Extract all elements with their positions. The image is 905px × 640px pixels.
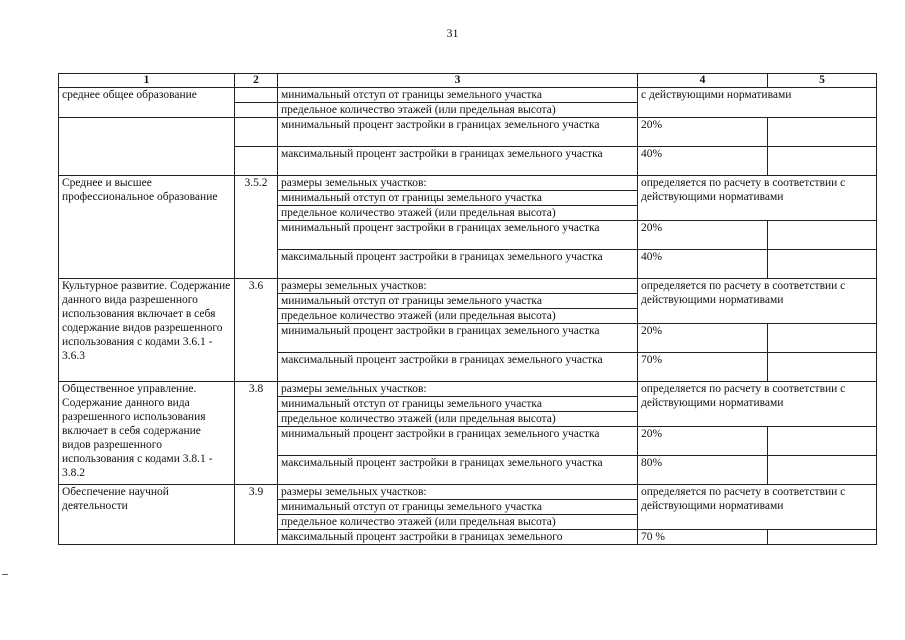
- parameter-cell: минимальный отступ от границы земельного участка: [278, 88, 638, 103]
- col5-cell: [768, 147, 877, 176]
- table-row: [59, 279, 877, 294]
- merged-value-cell: с действующими нормативами: [638, 88, 877, 118]
- value-cell: 40%: [638, 250, 768, 279]
- code-cell-empty: [235, 118, 278, 147]
- parameter-cell: минимальный процент застройки в границах земельного участка: [278, 118, 638, 147]
- merged-value-cell: определяется по расчету в соответствии с действующими нормативами: [638, 176, 877, 221]
- merged-value-cell: определяется по расчету в соответствии с действующими нормативами: [638, 485, 877, 530]
- table-row: [59, 88, 877, 103]
- col5-cell: [768, 427, 877, 456]
- land-use-name: среднее общее образование: [59, 88, 235, 118]
- parameter-cell: предельное количество этажей (или предельная высота): [278, 515, 638, 530]
- col5-cell: [768, 530, 877, 545]
- col-header-5: 5: [768, 74, 877, 88]
- merged-value-cell: определяется по расчету в соответствии с действующими нормативами: [638, 382, 877, 427]
- merged-value-cell: определяется по расчету в соответствии с действующими нормативами: [638, 279, 877, 324]
- parameter-cell: размеры земельных участков:: [278, 176, 638, 191]
- parameter-cell: размеры земельных участков:: [278, 485, 638, 500]
- parameter-cell: минимальный отступ от границы земельного участка: [278, 500, 638, 515]
- parameter-cell: максимальный процент застройки в границах земельного участка: [278, 250, 638, 279]
- land-use-code: 3.8: [235, 382, 278, 485]
- land-use-code: 3.6: [235, 279, 278, 382]
- parameter-cell: предельное количество этажей (или предельная высота): [278, 412, 638, 427]
- col-header-2: 2: [235, 74, 278, 88]
- value-cell: 20%: [638, 221, 768, 250]
- value-cell: 80%: [638, 456, 768, 485]
- value-cell: 20%: [638, 427, 768, 456]
- parameter-cell: размеры земельных участков:: [278, 382, 638, 397]
- table-row: [59, 176, 877, 191]
- value-cell: 40%: [638, 147, 768, 176]
- col-header-4: 4: [638, 74, 768, 88]
- parameter-cell: максимальный процент застройки в границах земельного участка: [278, 353, 638, 382]
- land-use-code: 3.5.2: [235, 176, 278, 279]
- table-row: [59, 118, 877, 147]
- land-use-code: [235, 88, 278, 103]
- value-cell: 20%: [638, 118, 768, 147]
- col5-cell: [768, 221, 877, 250]
- land-use-name: Общественное управление. Содержание данного вида разрешенного использования включает в себя содержание видов разрешенного использования с кодами 3.8.1 - 3.8.2: [59, 382, 235, 485]
- parameter-cell: минимальный процент застройки в границах земельного участка: [278, 427, 638, 456]
- parameter-cell: минимальный процент застройки в границах земельного участка: [278, 221, 638, 250]
- regulations-table: [58, 73, 877, 545]
- land-use-name: Обеспечение научной деятельности: [59, 485, 235, 545]
- parameter-cell: максимальный процент застройки в границах земельного участка: [278, 456, 638, 485]
- value-cell: 70%: [638, 353, 768, 382]
- col5-cell: [768, 118, 877, 147]
- value-cell: 20%: [638, 324, 768, 353]
- col-header-1: 1: [59, 74, 235, 88]
- parameter-cell: минимальный отступ от границы земельного участка: [278, 191, 638, 206]
- col5-cell: [768, 456, 877, 485]
- table-row: [59, 485, 877, 500]
- land-use-code: 3.9: [235, 485, 278, 545]
- margin-mark: [2, 574, 8, 575]
- page-number: 31: [446, 26, 459, 40]
- parameter-cell: максимальный процент застройки в границах земельного участка: [278, 147, 638, 176]
- code-cell-empty: [235, 103, 278, 118]
- parameter-cell: предельное количество этажей (или предельная высота): [278, 206, 638, 221]
- parameter-cell: минимальный отступ от границы земельного участка: [278, 397, 638, 412]
- parameter-cell: размеры земельных участков:: [278, 279, 638, 294]
- table-header-row: [59, 74, 877, 88]
- code-cell-empty: [235, 147, 278, 176]
- col5-cell: [768, 353, 877, 382]
- table-row: [59, 382, 877, 397]
- parameter-cell: предельное количество этажей (или предельная высота): [278, 309, 638, 324]
- value-cell: 70 %: [638, 530, 768, 545]
- col5-cell: [768, 250, 877, 279]
- col5-cell: [768, 324, 877, 353]
- parameter-cell: минимальный отступ от границы земельного участка: [278, 294, 638, 309]
- col-header-3: 3: [278, 74, 638, 88]
- parameter-cell: минимальный процент застройки в границах земельного участка: [278, 324, 638, 353]
- land-use-name: Среднее и высшее профессиональное образование: [59, 176, 235, 279]
- parameter-cell: максимальный процент застройки в границах земельного: [278, 530, 638, 545]
- name-cell-empty: [59, 118, 235, 176]
- parameter-cell: предельное количество этажей (или предельная высота): [278, 103, 638, 118]
- land-use-name: Культурное развитие. Содержание данного вида разрешенного использования включает в себя содержание видов разрешенного использования с кодами 3.6.1 - 3.6.3: [59, 279, 235, 382]
